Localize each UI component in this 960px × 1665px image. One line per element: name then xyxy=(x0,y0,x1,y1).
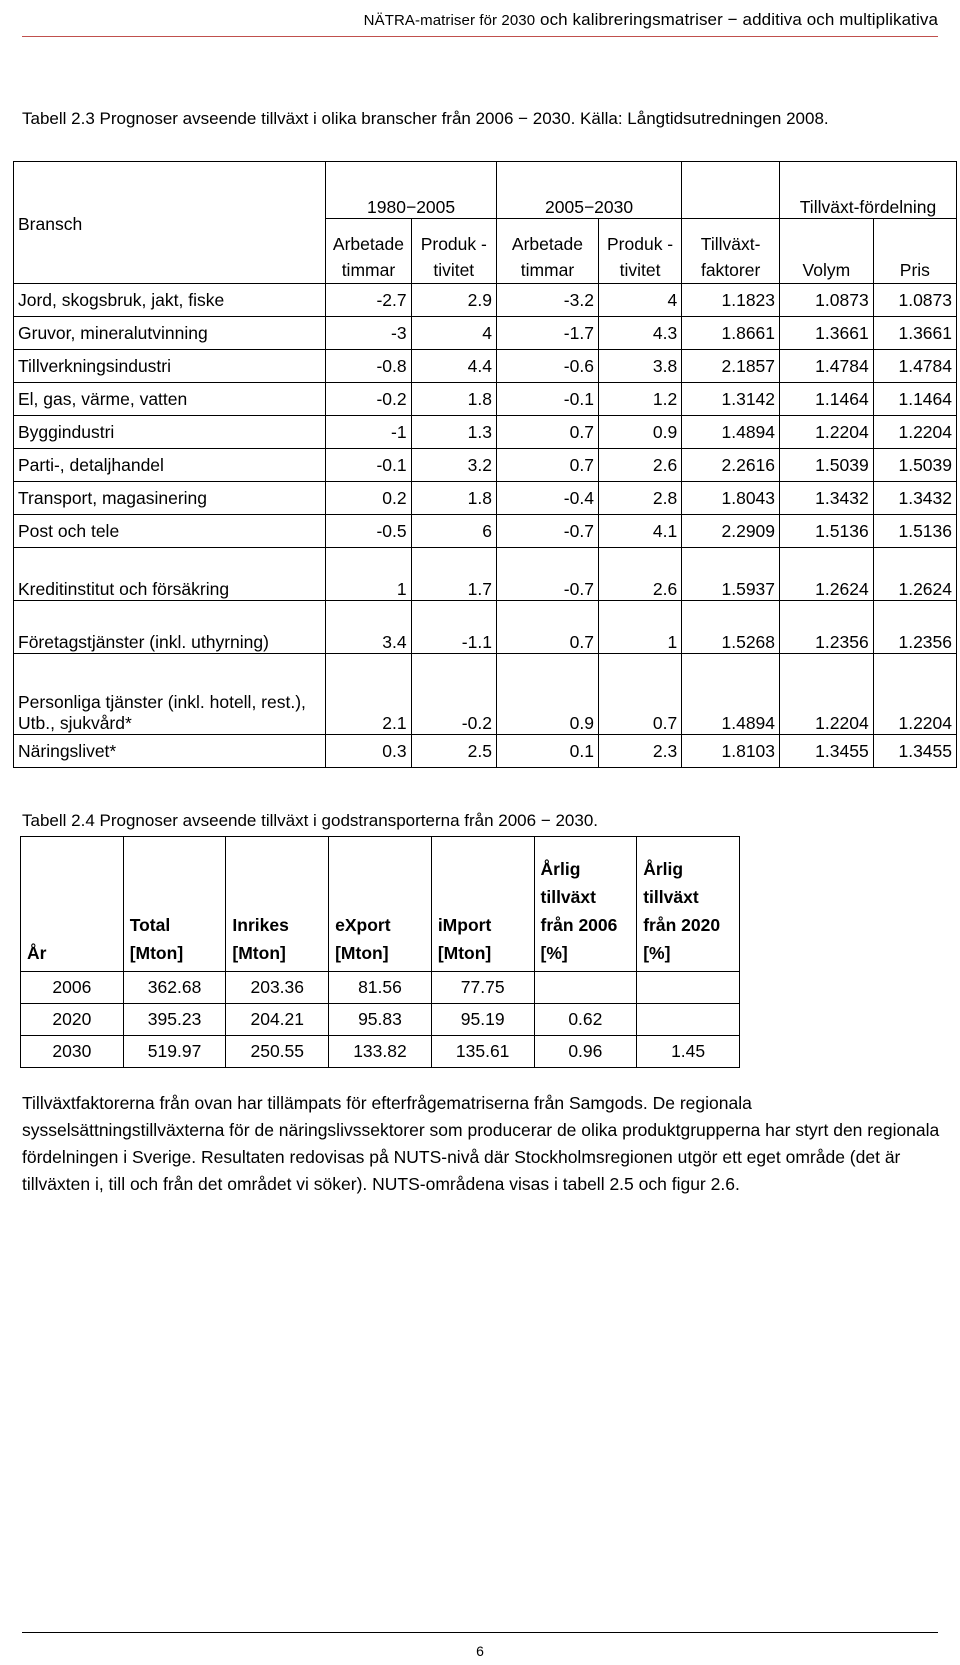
sector-name: Näringslivet* xyxy=(14,735,326,768)
table-row xyxy=(14,284,957,317)
value-cell: -0.6 xyxy=(496,350,598,383)
value-cell: 0.7 xyxy=(598,654,681,735)
value-cell: 2.8 xyxy=(598,482,681,515)
value-cell: 2006 xyxy=(21,972,124,1004)
value-cell: 2030 xyxy=(21,1036,124,1068)
sector-name: Parti-, detaljhandel xyxy=(14,449,326,482)
empty-header-cell xyxy=(682,162,780,219)
value-cell: 1.3 xyxy=(411,416,496,449)
header-title-small: NÄTRA-matriser för 2030 xyxy=(363,12,536,29)
value-cell: 1.2624 xyxy=(780,548,874,601)
value-cell: 519.97 xyxy=(123,1036,226,1068)
value-cell: 1.3455 xyxy=(780,735,874,768)
table2-caption: Tabell 2.4 Prognoser avseende tillväxt i godstransporterna från 2006 − 2030. xyxy=(22,811,599,830)
value-cell: -1.7 xyxy=(496,317,598,350)
table-row xyxy=(14,416,957,449)
value-cell: 1.3142 xyxy=(682,383,780,416)
value-cell: -0.2 xyxy=(326,383,411,416)
value-cell: 0.9 xyxy=(598,416,681,449)
header-title-rest: och kalibreringsmatriser − additiva och multiplikativa xyxy=(535,10,938,29)
value-cell: -0.4 xyxy=(496,482,598,515)
value-cell: 0.2 xyxy=(326,482,411,515)
value-cell: 4 xyxy=(598,284,681,317)
value-cell: 362.68 xyxy=(123,972,226,1004)
table-row xyxy=(14,515,957,548)
body-paragraph: Tillväxtfaktorerna från ovan har tillämpats för efterfrågematriserna från Samgods. De regionala sysselsättningstillväxterna för de näringslivssektorer som producerar de olika produktgrupperna har styrt den regionala fördelningen i Sverige. Resultaten redovisas på NUTS-nivå där Stockholmsregionen utgör ett eget område (det är tillväxten i, till och från det området vi söker). NUTS-områdena visas i tabell 2.5 och figur 2.6. xyxy=(22,1093,940,1194)
value-cell: 77.75 xyxy=(431,972,534,1004)
table-row xyxy=(21,1004,740,1036)
sector-name: Gruvor, mineralutvinning xyxy=(14,317,326,350)
value-cell: 1.2356 xyxy=(873,601,956,654)
value-cell: 2.3 xyxy=(598,735,681,768)
table-row xyxy=(21,972,740,1004)
sector-name: Tillverkningsindustri xyxy=(14,350,326,383)
value-cell: 0.9 xyxy=(496,654,598,735)
value-cell: 0.7 xyxy=(496,601,598,654)
value-cell: 0.3 xyxy=(326,735,411,768)
value-cell: 2.2909 xyxy=(682,515,780,548)
table1-header-row-1 xyxy=(14,162,957,219)
value-cell: 4.3 xyxy=(598,317,681,350)
value-cell: -3.2 xyxy=(496,284,598,317)
value-cell: -0.1 xyxy=(326,449,411,482)
table-row xyxy=(14,548,957,601)
running-header xyxy=(22,10,938,37)
value-cell: 1.0873 xyxy=(873,284,956,317)
value-cell: 4.1 xyxy=(598,515,681,548)
freight-growth-table xyxy=(20,836,740,1068)
sector-name: Kreditinstitut och försäkring xyxy=(14,548,326,601)
value-cell: 2020 xyxy=(21,1004,124,1036)
value-cell: 1.4784 xyxy=(780,350,874,383)
value-cell: 3.2 xyxy=(411,449,496,482)
value-cell: 1.5268 xyxy=(682,601,780,654)
value-cell: 1.8661 xyxy=(682,317,780,350)
table2-header-cell: Total [Mton] xyxy=(123,837,226,972)
value-cell xyxy=(637,972,740,1004)
value-cell: 4 xyxy=(411,317,496,350)
table-row xyxy=(14,482,957,515)
value-cell: 1.3432 xyxy=(780,482,874,515)
page-number: 6 xyxy=(476,1643,484,1659)
table2-header-cell: Årlig tillväxt från 2006 [%] xyxy=(534,837,637,972)
value-cell: 1.7 xyxy=(411,548,496,601)
value-cell: 1.8 xyxy=(411,383,496,416)
table2-header-cell: iMport [Mton] xyxy=(431,837,534,972)
value-cell: 1.1823 xyxy=(682,284,780,317)
value-cell: -0.5 xyxy=(326,515,411,548)
value-cell: 1.3661 xyxy=(780,317,874,350)
value-cell: -0.2 xyxy=(411,654,496,735)
table-row xyxy=(14,601,957,654)
value-cell: 2.1857 xyxy=(682,350,780,383)
value-cell: 6 xyxy=(411,515,496,548)
value-cell: 0.7 xyxy=(496,416,598,449)
sector-name: Transport, magasinering xyxy=(14,482,326,515)
value-cell: -2.7 xyxy=(326,284,411,317)
value-cell: 1.3455 xyxy=(873,735,956,768)
value-cell: -0.1 xyxy=(496,383,598,416)
value-cell: -1 xyxy=(326,416,411,449)
value-cell: 1.2204 xyxy=(873,416,956,449)
sector-name: Personliga tjänster (inkl. hotell, rest.), Utb., sjukvård* xyxy=(14,654,326,735)
value-cell: 135.61 xyxy=(431,1036,534,1068)
value-cell: 3.8 xyxy=(598,350,681,383)
value-cell: 1.5937 xyxy=(682,548,780,601)
table-row xyxy=(14,350,957,383)
value-cell: 4.4 xyxy=(411,350,496,383)
table2-header-cell: eXport [Mton] xyxy=(329,837,432,972)
table2-header-cell: Inrikes [Mton] xyxy=(226,837,329,972)
sub-volym: Volym xyxy=(780,219,874,284)
value-cell: 1.0873 xyxy=(780,284,874,317)
value-cell: 133.82 xyxy=(329,1036,432,1068)
value-cell: 2.5 xyxy=(411,735,496,768)
value-cell: 1.45 xyxy=(637,1036,740,1068)
value-cell: 81.56 xyxy=(329,972,432,1004)
sector-name: Företagstjänster (inkl. uthyrning) xyxy=(14,601,326,654)
value-cell: -0.7 xyxy=(496,548,598,601)
sub-produktivitet-1: Produk -tivitet xyxy=(411,219,496,284)
sub-arbetade-timmar-2: Arbetade timmar xyxy=(496,219,598,284)
value-cell: 2.6 xyxy=(598,449,681,482)
value-cell: 0.62 xyxy=(534,1004,637,1036)
value-cell: 2.9 xyxy=(411,284,496,317)
sector-name: Post och tele xyxy=(14,515,326,548)
value-cell: 3.4 xyxy=(326,601,411,654)
table-row xyxy=(21,1036,740,1068)
sub-tillvaxtfaktorer: Tillväxt-faktorer xyxy=(682,219,780,284)
value-cell: 1.2204 xyxy=(780,654,874,735)
table-row xyxy=(14,317,957,350)
value-cell: -1.1 xyxy=(411,601,496,654)
table-row xyxy=(14,449,957,482)
value-cell: 1.5039 xyxy=(873,449,956,482)
value-cell: 250.55 xyxy=(226,1036,329,1068)
table2-header-row xyxy=(21,837,740,972)
col-bransch: Bransch xyxy=(14,162,326,284)
value-cell: 1.3432 xyxy=(873,482,956,515)
sector-name: Jord, skogsbruk, jakt, fiske xyxy=(14,284,326,317)
period-1980-2005: 1980−2005 xyxy=(326,162,497,219)
value-cell: -0.7 xyxy=(496,515,598,548)
sub-produktivitet-2: Produk -tivitet xyxy=(598,219,681,284)
value-cell: 1.1464 xyxy=(780,383,874,416)
value-cell: 1.4784 xyxy=(873,350,956,383)
value-cell xyxy=(637,1004,740,1036)
table1-caption: Tabell 2.3 Prognoser avseende tillväxt i olika branscher från 2006 − 2030. Källa: Långtidsutredningen 2008. xyxy=(22,109,829,128)
value-cell: 1.5136 xyxy=(780,515,874,548)
value-cell: 95.19 xyxy=(431,1004,534,1036)
value-cell: 1.8 xyxy=(411,482,496,515)
value-cell: 1.8103 xyxy=(682,735,780,768)
value-cell: 1.2356 xyxy=(780,601,874,654)
table-row xyxy=(14,735,957,768)
value-cell: 2.2616 xyxy=(682,449,780,482)
value-cell: 2.6 xyxy=(598,548,681,601)
value-cell: 204.21 xyxy=(226,1004,329,1036)
value-cell: 1.4894 xyxy=(682,416,780,449)
value-cell: 1.3661 xyxy=(873,317,956,350)
value-cell: 1.4894 xyxy=(682,654,780,735)
sub-pris: Pris xyxy=(873,219,956,284)
table-row xyxy=(14,383,957,416)
value-cell: 395.23 xyxy=(123,1004,226,1036)
period-2005-2030: 2005−2030 xyxy=(496,162,681,219)
table2-header-cell: År xyxy=(21,837,124,972)
value-cell: 95.83 xyxy=(329,1004,432,1036)
value-cell: 1.1464 xyxy=(873,383,956,416)
value-cell: -0.8 xyxy=(326,350,411,383)
value-cell: 1.2204 xyxy=(780,416,874,449)
value-cell: 1.5039 xyxy=(780,449,874,482)
sector-name: Byggindustri xyxy=(14,416,326,449)
table-row xyxy=(14,654,957,735)
value-cell: 203.36 xyxy=(226,972,329,1004)
value-cell: -3 xyxy=(326,317,411,350)
value-cell: 1.8043 xyxy=(682,482,780,515)
value-cell: 1.2624 xyxy=(873,548,956,601)
table2-header-cell: Årlig tillväxt från 2020 [%] xyxy=(637,837,740,972)
value-cell: 2.1 xyxy=(326,654,411,735)
value-cell: 0.96 xyxy=(534,1036,637,1068)
growth-by-sector-table xyxy=(13,161,957,768)
value-cell: 1.2204 xyxy=(873,654,956,735)
value-cell: 1.2 xyxy=(598,383,681,416)
value-cell xyxy=(534,972,637,1004)
value-cell: 1 xyxy=(598,601,681,654)
growth-distribution-header: Tillväxt-fördelning xyxy=(780,162,957,219)
value-cell: 1.5136 xyxy=(873,515,956,548)
sector-name: El, gas, värme, vatten xyxy=(14,383,326,416)
sub-arbetade-timmar-1: Arbetade timmar xyxy=(326,219,411,284)
value-cell: 1 xyxy=(326,548,411,601)
footer-rule xyxy=(22,1632,938,1633)
value-cell: 0.7 xyxy=(496,449,598,482)
value-cell: 0.1 xyxy=(496,735,598,768)
